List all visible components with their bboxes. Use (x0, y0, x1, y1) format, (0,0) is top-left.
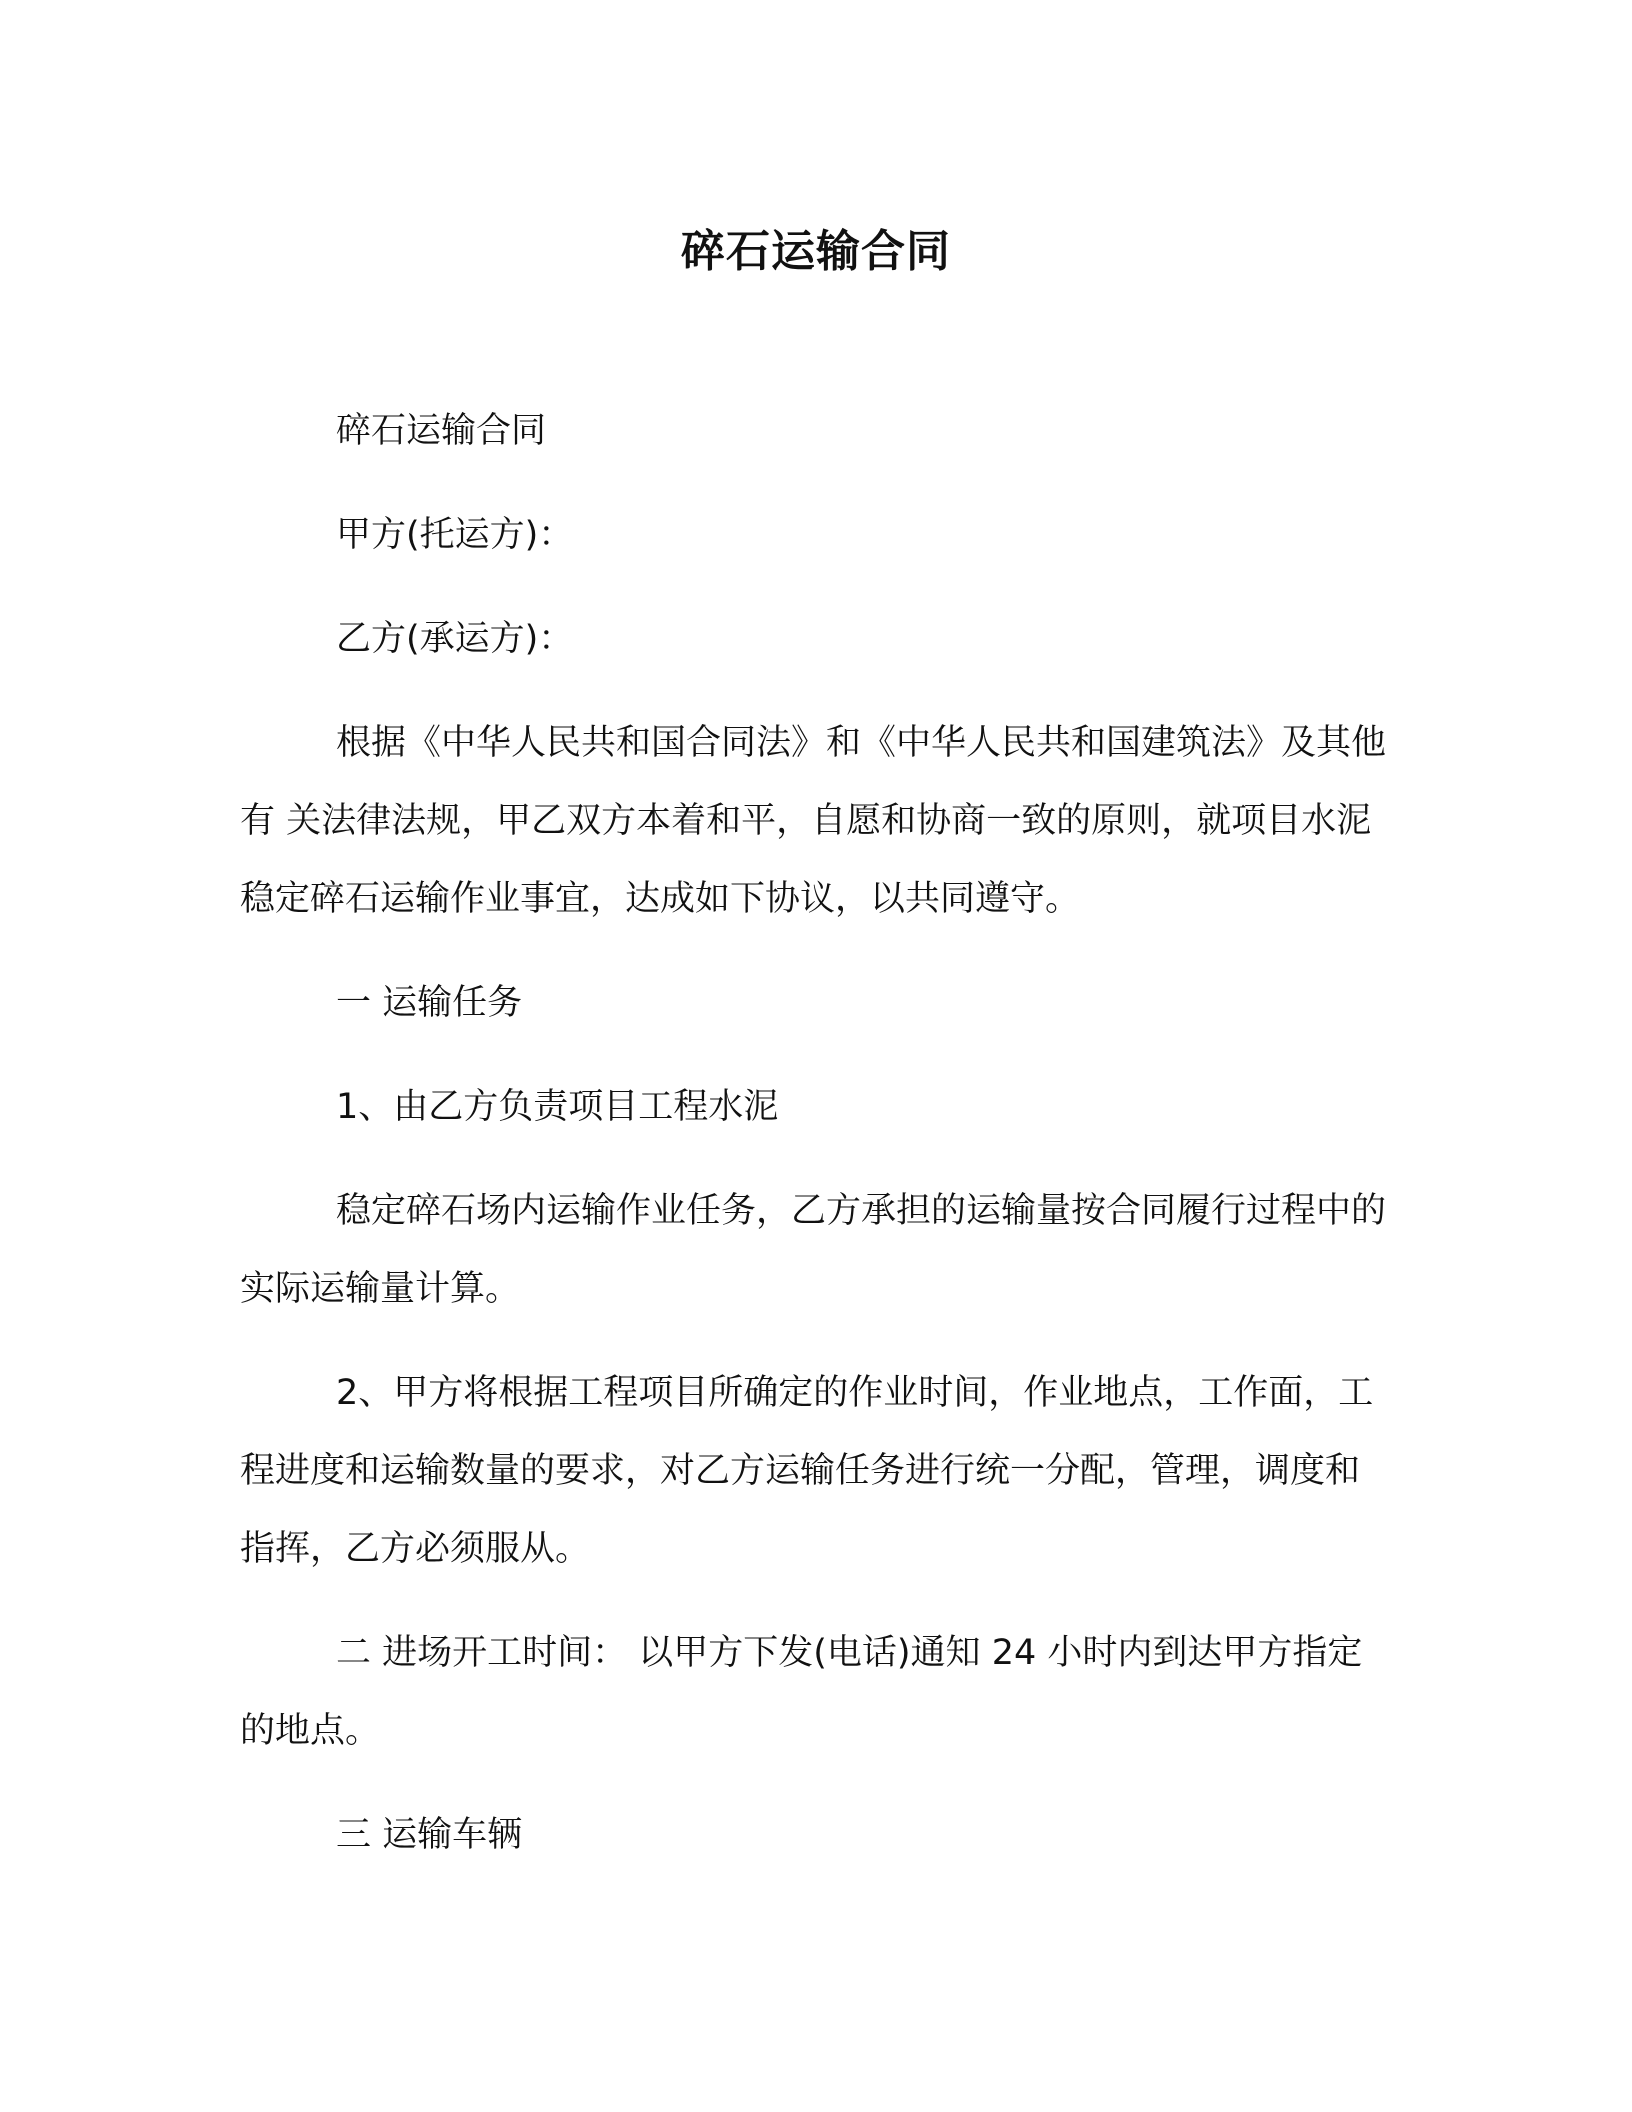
paragraph-party-b: 乙方(承运方)： (336, 619, 574, 659)
document-title: 碎石运输合同 (681, 226, 951, 277)
section-heading-transport-task: 一 运输任务 (336, 983, 523, 1023)
paragraph-item-2: 2、甲方将根据工程项目所确定的作业时间，作业地点，工作面，工程进度和运输数量的要求，对乙方运输任务进行统一分配，管理，调度和指挥，乙方必须服从。 (240, 1373, 1374, 1569)
paragraph-item-1-continued: 稳定碎石场内运输作业任务，乙方承担的运输量按合同履行过程中的实际运输量计算。 (240, 1191, 1387, 1309)
document-body (240, 392, 1390, 1900)
paragraph-item-1: 1、由乙方负责项目工程水泥 (336, 1087, 779, 1127)
section-heading-vehicles: 三 运输车辆 (336, 1815, 523, 1855)
paragraph-party-a: 甲方(托运方)： (336, 515, 574, 555)
paragraph-contract-name: 碎石运输合同 (336, 411, 547, 451)
section-heading-start-time: 二 进场开工时间： 以甲方下发(电话)通知 24 小时内到达甲方指定的地点。 (240, 1633, 1363, 1751)
paragraph-preamble: 根据《中华人民共和国合同法》和《中华人民共和国建筑法》及其他有 关法律法规，甲乙双方本着和平，自愿和协商一致的原则，就项目水泥稳定碎石运输作业事宜，达成如下协议，以共同遵守。 (240, 723, 1387, 919)
